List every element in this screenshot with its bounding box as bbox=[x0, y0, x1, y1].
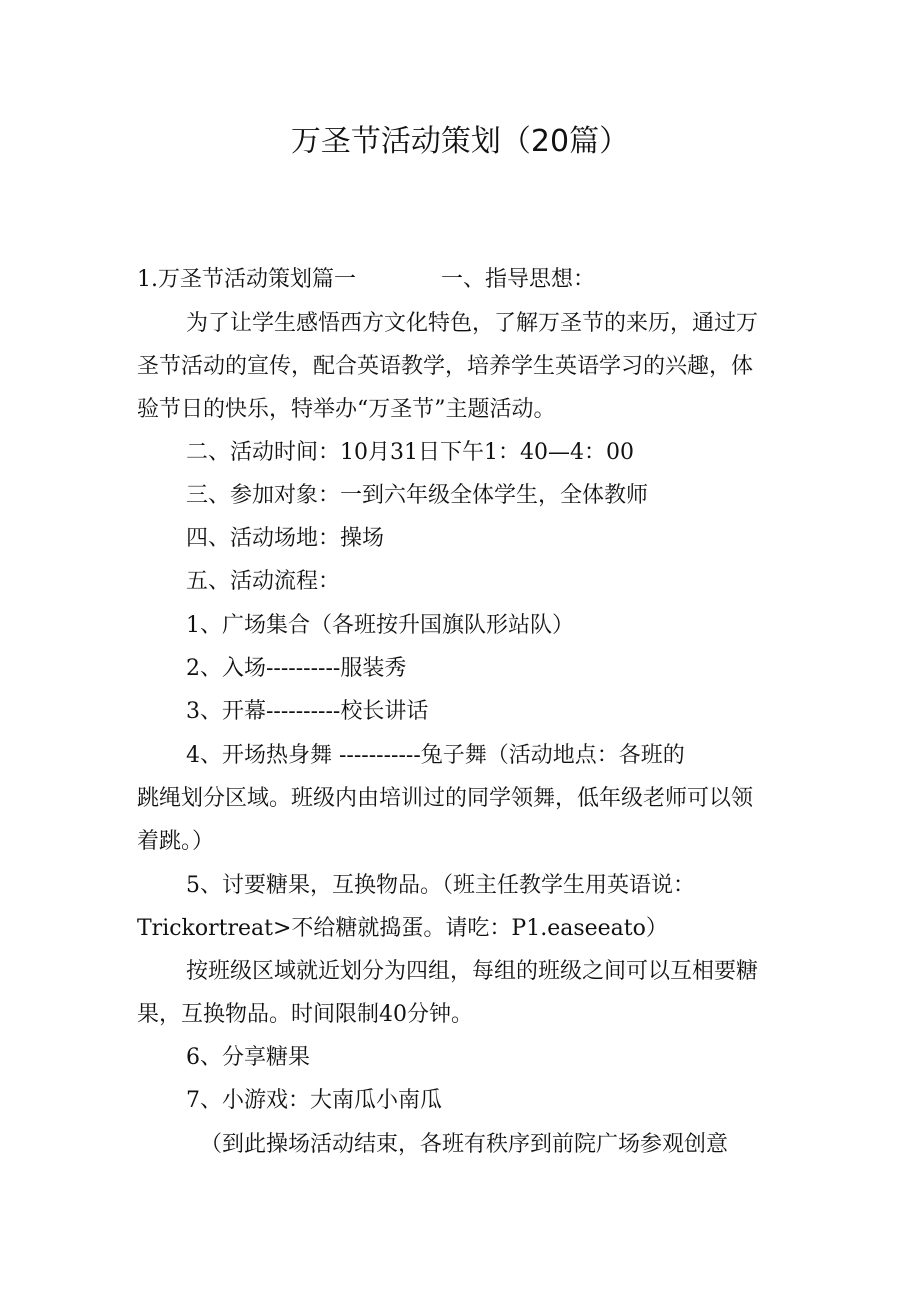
process-step: 4、开场热身舞 -----------兔子舞（活动地点：各班的 bbox=[186, 743, 685, 768]
participants-line: 三、参加对象：一到六年级全体学生，全体教师 bbox=[186, 483, 649, 508]
section-subheading: 一、指导思想： bbox=[441, 267, 596, 292]
venue-line: 四、活动场地：操场 bbox=[186, 526, 385, 551]
process-step: 6、分享糖果 bbox=[186, 1045, 310, 1070]
process-step: 7、小游戏：大南瓜小南瓜 bbox=[186, 1088, 442, 1113]
paragraph-line: 为了让学生感悟西方文化特色，了解万圣节的来历，通过万 bbox=[186, 311, 759, 336]
process-step: 3、开幕----------校长讲话 bbox=[186, 699, 429, 724]
paragraph-line: 按班级区域就近划分为四组，每组的班级之间可以互相要糖 bbox=[186, 959, 759, 984]
paragraph-line: 圣节活动的宣传，配合英语教学，培养学生英语学习的兴趣，体 bbox=[137, 354, 754, 379]
process-step: 2、入场----------服装秀 bbox=[186, 656, 407, 681]
paragraph-line: 果，互换物品。时间限制40分钟。 bbox=[137, 1002, 473, 1027]
process-step: 1、广场集合（各班按升国旗队形站队） bbox=[186, 613, 574, 638]
process-step: 5、讨要糖果，互换物品。（班主任教学生用英语说： bbox=[186, 873, 695, 898]
closing-line: （到此操场活动结束，各班有秩序到前院广场参观创意 bbox=[200, 1132, 729, 1157]
paragraph-line: 着跳。） bbox=[137, 829, 215, 854]
time-line: 二、活动时间：10月31日下午1：40—4：00 bbox=[186, 440, 634, 465]
paragraph-line: 跳绳划分区域。班级内由培训过的同学领舞，低年级老师可以领 bbox=[137, 786, 754, 811]
document-title: 万圣节活动策划（20篇） bbox=[290, 124, 630, 159]
process-heading: 五、活动流程： bbox=[186, 569, 341, 594]
section-heading: 1.万圣节活动策划篇一 bbox=[137, 267, 356, 292]
paragraph-line: Trickortreat>不给糖就捣蛋。请吃：P1.easeeato） bbox=[137, 916, 668, 941]
paragraph-line: 验节日的快乐，特举办“万圣节”主题活动。 bbox=[137, 397, 556, 422]
